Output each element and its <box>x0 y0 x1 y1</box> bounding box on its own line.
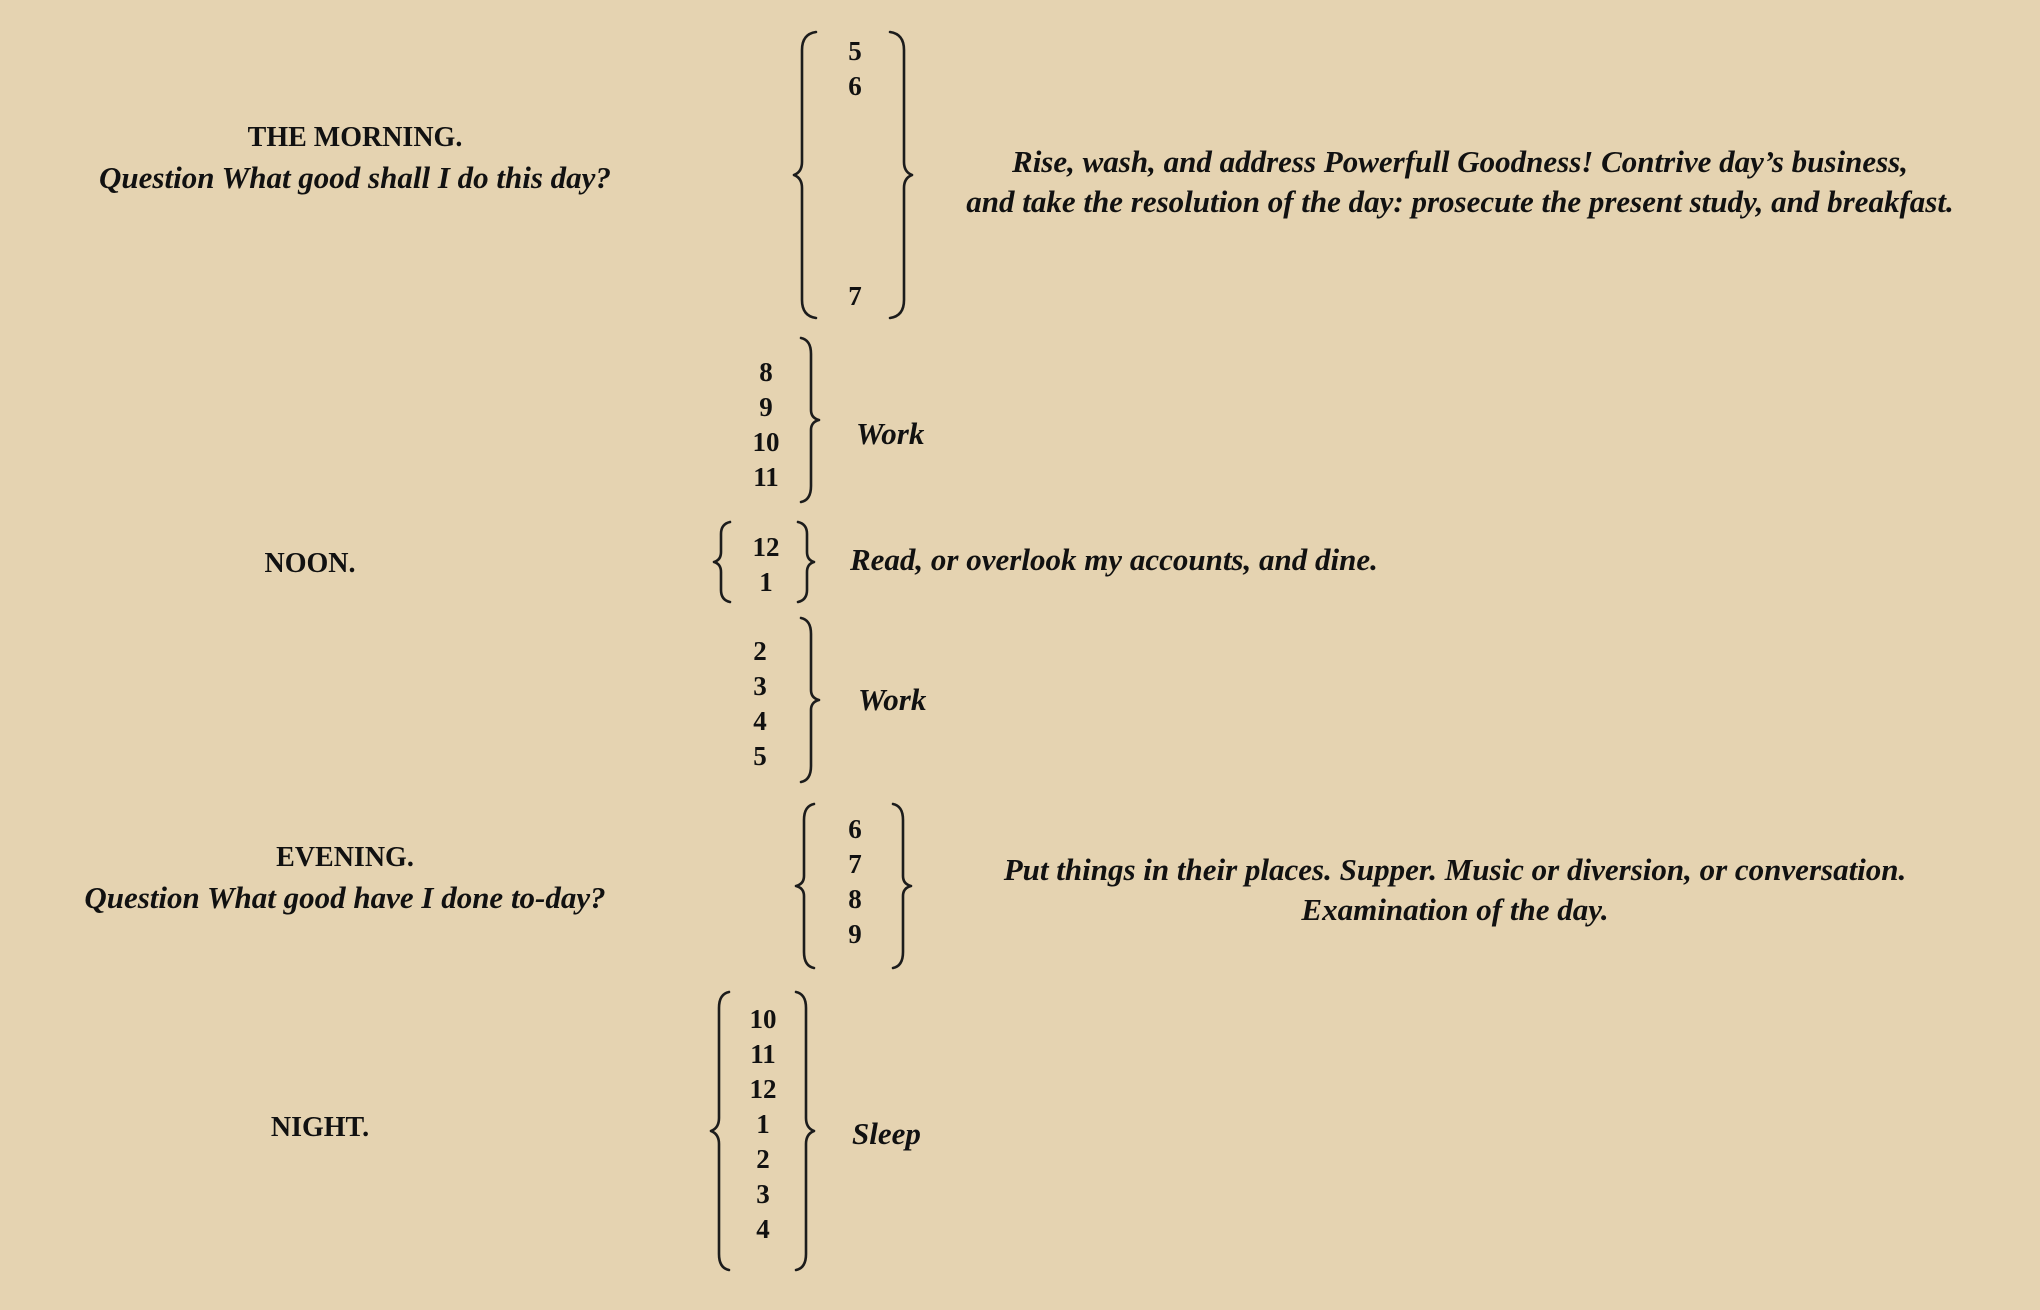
morning-activity <box>915 142 2005 222</box>
night-activity: Sleep <box>852 1116 921 1151</box>
morning-question: Question What good shall I do this day? <box>99 160 611 195</box>
hour-label: 5 <box>848 36 862 66</box>
activity-line: Rise, wash, and address Powerfull Goodness! Contrive day’s business, <box>1012 144 1908 179</box>
work-afternoon-brace <box>795 616 835 786</box>
activity-line: Examination of the day. <box>1301 892 1609 927</box>
evening-activity <box>935 850 1975 930</box>
morning-label <box>40 118 670 198</box>
hour-label: 8 <box>848 884 862 914</box>
noon-label <box>150 544 470 584</box>
hour-label: 5 <box>753 741 767 771</box>
morning-hours-top <box>825 34 885 104</box>
noon-right-brace <box>790 520 830 605</box>
hour-label: 6 <box>848 71 862 101</box>
hour-label: 1 <box>756 1109 770 1139</box>
morning-left-brace <box>790 30 830 320</box>
hour-label: 4 <box>753 706 767 736</box>
hour-label: 11 <box>750 1039 776 1069</box>
hour-label: 3 <box>756 1179 770 1209</box>
night-label <box>160 1108 480 1148</box>
activity-line: Put things in their places. Supper. Music or diversion, or conversation. <box>1003 852 1907 887</box>
night-hours <box>733 1002 793 1247</box>
hour-label: 7 <box>848 849 862 879</box>
hour-label: 9 <box>759 392 773 422</box>
work-morning-hours <box>736 355 796 495</box>
night-heading: NIGHT. <box>270 1112 370 1143</box>
evening-heading: EVENING. <box>276 842 414 873</box>
noon-activity: Read, or overlook my accounts, and dine. <box>850 542 1378 577</box>
hour-label: 8 <box>759 357 773 387</box>
hour-label: 10 <box>749 1004 777 1034</box>
evening-question: Question What good have I done to-day? <box>84 880 606 915</box>
morning-heading: THE MORNING. <box>247 122 463 153</box>
work-morning-brace <box>795 336 835 506</box>
hour-label: 4 <box>756 1214 770 1244</box>
hour-label: 6 <box>848 814 862 844</box>
evening-right-brace <box>885 802 925 972</box>
work-afternoon-hours <box>730 634 790 774</box>
hour-label: 3 <box>753 671 767 701</box>
hour-label: 1 <box>759 567 773 597</box>
noon-hours <box>736 530 796 600</box>
evening-label <box>30 838 660 918</box>
hour-label: 2 <box>753 636 767 666</box>
work-afternoon-activity: Work <box>858 682 927 717</box>
hour-label: 7 <box>848 281 862 311</box>
hour-label: 12 <box>752 532 780 562</box>
morning-hours-bottom <box>825 279 885 314</box>
noon-heading: NOON. <box>264 548 356 579</box>
hour-label: 9 <box>848 919 862 949</box>
hour-label: 10 <box>752 427 780 457</box>
evening-left-brace <box>790 802 830 972</box>
hour-label: 2 <box>756 1144 770 1174</box>
hour-label: 11 <box>753 462 779 492</box>
night-right-brace <box>788 990 828 1272</box>
hour-label: 12 <box>749 1074 777 1104</box>
evening-hours <box>825 812 885 952</box>
activity-line: and take the resolution of the day: prosecute the present study, and breakfast. <box>966 184 1954 219</box>
morning-right-brace <box>880 30 920 320</box>
work-morning-activity: Work <box>856 416 925 451</box>
